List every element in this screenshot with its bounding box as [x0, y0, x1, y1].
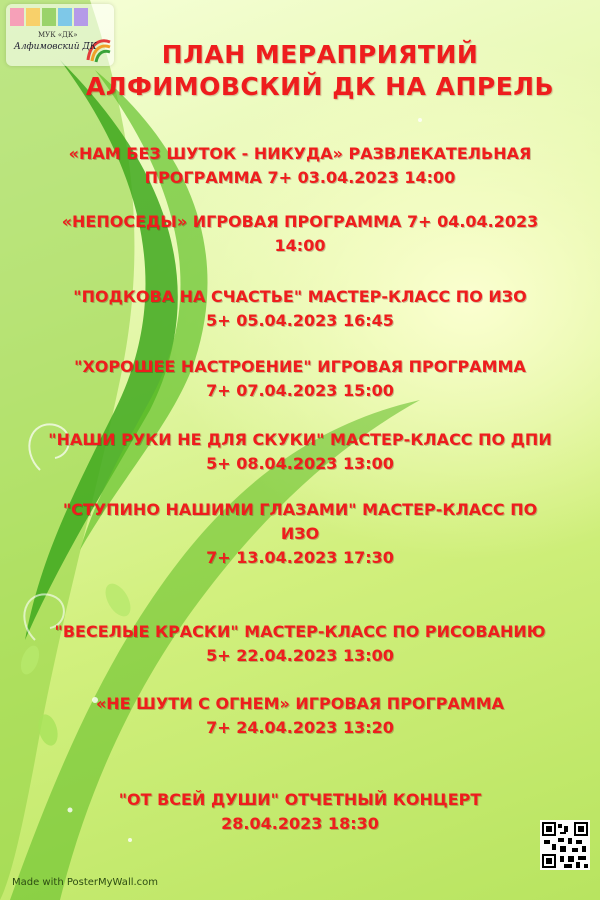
event-item [20, 142, 580, 190]
logo-caption: МУК «ДК» [38, 31, 78, 39]
event-item [20, 788, 580, 836]
event-line: "НАШИ РУКИ НЕ ДЛЯ СКУКИ" МАСТЕР-КЛАСС ПО ДПИ [48, 430, 552, 449]
event-line: 5+ 05.04.2023 16:45 [206, 311, 394, 330]
event-line: 7+ 24.04.2023 13:20 [206, 718, 394, 737]
event-item [20, 428, 580, 476]
event-line: "ПОДКОВА НА СЧАСТЬЕ" МАСТЕР-КЛАСС ПО ИЗО [73, 287, 527, 306]
event-line: "ВЕСЕЛЫЕ КРАСКИ" МАСТЕР-КЛАСС ПО РИСОВАНИЮ [54, 622, 546, 641]
event-item [20, 285, 580, 333]
event-line: «НАМ БЕЗ ШУТОК - НИКУДА» РАЗВЛЕКАТЕЛЬНАЯ [68, 144, 532, 163]
event-item [20, 620, 580, 668]
event-item [20, 210, 580, 258]
event-line: ПРОГРАММА 7+ 03.04.2023 14:00 [144, 168, 456, 187]
event-line: ИЗО [280, 524, 320, 543]
event-item [20, 498, 580, 570]
event-line: «НЕПОСЕДЫ» ИГРОВАЯ ПРОГРАММА 7+ 04.04.2023 [61, 212, 539, 231]
event-line: 28.04.2023 18:30 [221, 814, 379, 833]
event-line: 7+ 13.04.2023 17:30 [206, 548, 394, 567]
logo-name: Алфимовский ДК [14, 42, 97, 52]
event-item [20, 692, 580, 740]
event-line: 5+ 08.04.2023 13:00 [206, 454, 394, 473]
event-line: 7+ 07.04.2023 15:00 [206, 381, 394, 400]
qr-code-icon [542, 822, 588, 868]
event-line: «НЕ ШУТИ С ОГНЕМ» ИГРОВАЯ ПРОГРАММА [95, 694, 505, 713]
qr-code[interactable] [540, 820, 590, 870]
event-line: "СТУПИНО НАШИМИ ГЛАЗАМИ" МАСТЕР-КЛАСС ПО [62, 500, 538, 519]
footer-credit: Made with PosterMyWall.com [12, 877, 159, 888]
event-item [20, 355, 580, 403]
event-line: 5+ 22.04.2023 13:00 [206, 646, 394, 665]
event-line: 14:00 [274, 236, 326, 255]
event-line: "ОТ ВСЕЙ ДУШИ" ОТЧЕТНЫЙ КОНЦЕРТ [118, 790, 482, 809]
page-title-line-1: ПЛАН МЕРАПРИЯТИЙ [161, 40, 479, 69]
page-title-line-2: АЛФИМОВСКИЙ ДК НА АПРЕЛЬ [85, 72, 555, 101]
event-line: "ХОРОШЕЕ НАСТРОЕНИЕ" ИГРОВАЯ ПРОГРАММА [74, 357, 526, 376]
